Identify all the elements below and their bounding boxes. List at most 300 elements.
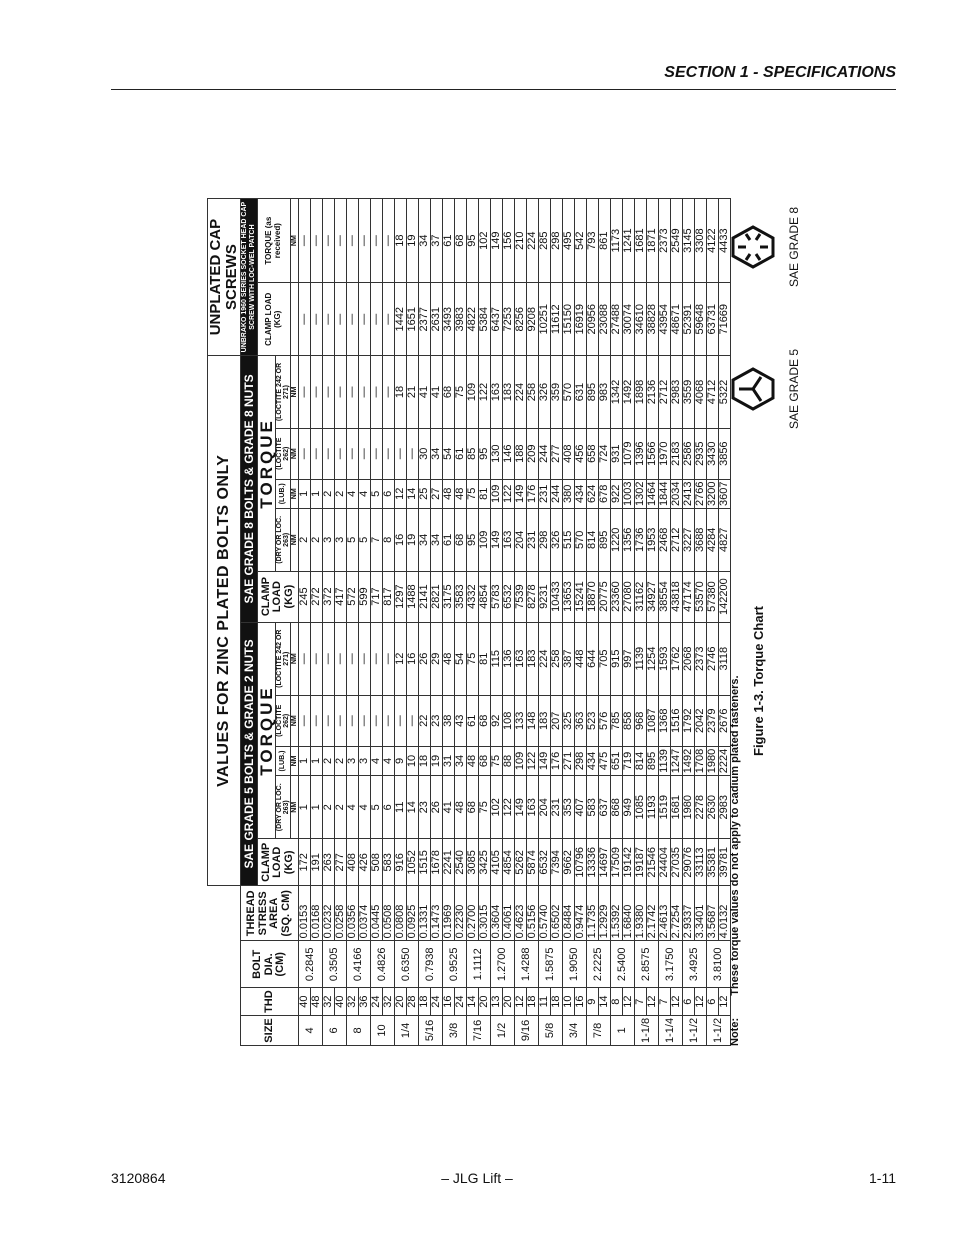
footer-doc-number: 3120864 bbox=[111, 1170, 166, 1186]
table-cell: 0.0168 bbox=[311, 886, 323, 941]
table-cell: 2 bbox=[323, 479, 335, 508]
table-cell: 20 bbox=[503, 988, 515, 1016]
table-cell: — bbox=[359, 622, 371, 695]
table-cell: 298 bbox=[575, 746, 587, 775]
table-cell: 6437 bbox=[491, 283, 503, 356]
table-cell: 53570 bbox=[695, 571, 707, 622]
table-cell: — bbox=[323, 283, 335, 356]
table-cell: 61 bbox=[443, 509, 455, 572]
table-cell: — bbox=[299, 695, 311, 746]
table-cell: 18 bbox=[551, 988, 563, 1016]
table-cell: 407 bbox=[575, 776, 587, 839]
table-cell: 12 bbox=[647, 988, 659, 1016]
table-cell: 1254 bbox=[647, 622, 659, 695]
unit-nm: NM bbox=[291, 356, 299, 429]
table-cell: 36 bbox=[359, 988, 371, 1016]
table-cell: 163 bbox=[527, 776, 539, 839]
table-cell: 3493 bbox=[443, 283, 455, 356]
table-cell: 3688 bbox=[695, 509, 707, 572]
table-cell: 130 bbox=[491, 428, 503, 479]
table-cell: 1368 bbox=[659, 695, 671, 746]
table-cell: 0.4061 bbox=[503, 886, 515, 941]
table-cell: 3 bbox=[347, 746, 359, 775]
table-row bbox=[407, 199, 419, 1046]
table-cell: 1 bbox=[611, 1015, 635, 1045]
table-cell: 678 bbox=[599, 479, 611, 508]
table-cell: 1 bbox=[299, 746, 311, 775]
table-row bbox=[383, 199, 395, 1046]
table-cell: 0.4623 bbox=[515, 886, 527, 941]
table-cell: 61 bbox=[455, 428, 467, 479]
footer-page-number: 1-11 bbox=[869, 1170, 896, 1186]
table-cell: 2935 bbox=[695, 428, 707, 479]
table-cell: 448 bbox=[575, 622, 587, 695]
table-cell: 1762 bbox=[671, 622, 683, 695]
table-cell: 3 bbox=[323, 509, 335, 572]
table-cell: 75 bbox=[491, 746, 503, 775]
table-cell: 3227 bbox=[683, 509, 695, 572]
table-cell: 0.8484 bbox=[563, 886, 575, 941]
table-row bbox=[575, 199, 587, 1046]
table-cell: 15241 bbox=[575, 571, 587, 622]
table-cell: — bbox=[311, 199, 323, 283]
table-cell: — bbox=[335, 356, 347, 429]
table-cell: 68 bbox=[479, 746, 491, 775]
table-cell: 24 bbox=[455, 988, 467, 1016]
table-cell: 434 bbox=[575, 479, 587, 508]
table-cell: 48 bbox=[455, 776, 467, 839]
table-cell: 122 bbox=[503, 776, 515, 839]
table-cell: 0.3015 bbox=[479, 886, 491, 941]
g8-loctite242-header: (LOCTITE 242 OR 271) bbox=[275, 356, 291, 429]
table-cell: 33113 bbox=[695, 839, 707, 886]
table-cell: 949 bbox=[623, 776, 635, 839]
table-cell: 19187 bbox=[635, 839, 647, 886]
table-row bbox=[419, 199, 431, 1046]
table-cell: 149 bbox=[491, 199, 503, 283]
table-cell: 475 bbox=[599, 746, 611, 775]
table-cell: — bbox=[371, 283, 383, 356]
table-cell: 0.5740 bbox=[539, 886, 551, 941]
table-cell: 18 bbox=[419, 988, 431, 1016]
table-cell: 52391 bbox=[683, 283, 695, 356]
grade5-bolt-head-icon bbox=[731, 367, 775, 411]
table-cell: — bbox=[311, 356, 323, 429]
table-cell: 133 bbox=[515, 695, 527, 746]
table-cell: 27 bbox=[431, 479, 443, 508]
g8-torque-header: TORQUE bbox=[257, 356, 275, 571]
table-cell: 3983 bbox=[455, 283, 467, 356]
table-cell: 109 bbox=[467, 356, 479, 429]
table-cell: 372 bbox=[323, 571, 335, 622]
table-cell: 17509 bbox=[611, 839, 623, 886]
grade5-marking bbox=[731, 344, 815, 434]
table-cell: 231 bbox=[551, 776, 563, 839]
header-divider bbox=[111, 89, 896, 90]
table-cell: 183 bbox=[539, 695, 551, 746]
table-cell: 2.4613 bbox=[659, 886, 671, 941]
table-row bbox=[371, 199, 383, 1046]
table-cell: 63731 bbox=[707, 283, 719, 356]
table-cell: 5 bbox=[347, 509, 359, 572]
table-cell: 28 bbox=[407, 988, 419, 1016]
thd-header: THD bbox=[240, 988, 299, 1016]
table-cell: 13653 bbox=[563, 571, 575, 622]
table-cell: 1139 bbox=[635, 622, 647, 695]
table-cell: 12 bbox=[623, 988, 635, 1016]
table-cell: 1.9050 bbox=[563, 941, 587, 988]
table-cell: 32 bbox=[383, 988, 395, 1016]
table-cell: 1678 bbox=[431, 839, 443, 886]
table-cell: 18 bbox=[395, 199, 407, 283]
table-cell: 2.5400 bbox=[611, 941, 635, 988]
table-cell: 814 bbox=[635, 746, 647, 775]
table-cell: 793 bbox=[587, 199, 599, 283]
table-cell: 10 bbox=[371, 1015, 395, 1045]
table-cell: 868 bbox=[611, 776, 623, 839]
table-cell: — bbox=[383, 622, 395, 695]
table-cell: — bbox=[383, 199, 395, 283]
table-cell: 102 bbox=[479, 199, 491, 283]
unit-nm: NM bbox=[291, 428, 299, 479]
grade8-bolt-head-icon bbox=[731, 225, 775, 269]
table-cell: — bbox=[323, 428, 335, 479]
table-cell: 75 bbox=[479, 776, 491, 839]
table-cell: 32 bbox=[323, 988, 335, 1016]
table-row bbox=[491, 199, 503, 1046]
table-cell: 2631 bbox=[431, 283, 443, 356]
table-cell: 19 bbox=[407, 199, 419, 283]
table-cell: 59648 bbox=[695, 283, 707, 356]
table-row bbox=[479, 199, 491, 1046]
table-cell: 3118 bbox=[719, 622, 731, 695]
table-cell: 3.8100 bbox=[707, 941, 731, 988]
table-cell: 2.2225 bbox=[587, 941, 611, 988]
table-cell: 102 bbox=[491, 776, 503, 839]
table-cell: 6 bbox=[383, 479, 395, 508]
grade8-marking bbox=[731, 202, 815, 292]
table-cell: 9231 bbox=[539, 571, 551, 622]
table-cell: 1.2929 bbox=[599, 886, 611, 941]
g5-dry-header: (DRY OR LOC. 263) bbox=[275, 776, 291, 839]
table-row bbox=[527, 199, 539, 1046]
table-cell: 2468 bbox=[659, 509, 671, 572]
table-cell: 8 bbox=[611, 988, 623, 1016]
table-cell: 0.2845 bbox=[299, 941, 323, 988]
table-cell: 26 bbox=[419, 622, 431, 695]
table-cell: 2766 bbox=[695, 479, 707, 508]
table-cell: 4 bbox=[347, 479, 359, 508]
table-cell: 188 bbox=[515, 428, 527, 479]
table-cell: 705 bbox=[599, 622, 611, 695]
table-cell: 6 bbox=[383, 776, 395, 839]
table-cell: 1 bbox=[299, 479, 311, 508]
table-cell: 8278 bbox=[527, 571, 539, 622]
table-cell: 858 bbox=[623, 695, 635, 746]
table-cell: 48 bbox=[311, 988, 323, 1016]
table-cell: 1396 bbox=[635, 428, 647, 479]
table-cell: 258 bbox=[551, 622, 563, 695]
table-cell: 570 bbox=[575, 509, 587, 572]
table-cell: 631 bbox=[575, 356, 587, 429]
table-cell: 0.0508 bbox=[383, 886, 395, 941]
table-cell: 4105 bbox=[491, 839, 503, 886]
table-cell: 1356 bbox=[623, 509, 635, 572]
table-cell: 0.4826 bbox=[371, 941, 395, 988]
table-cell: 14 bbox=[407, 479, 419, 508]
table-row bbox=[599, 199, 611, 1046]
table-cell: 16 bbox=[407, 622, 419, 695]
table-cell: 37 bbox=[431, 199, 443, 283]
table-row bbox=[431, 199, 443, 1046]
table-cell: — bbox=[395, 695, 407, 746]
table-cell: — bbox=[371, 199, 383, 283]
table-cell: 1 bbox=[311, 746, 323, 775]
table-cell: 0.2700 bbox=[467, 886, 479, 941]
table-cell: — bbox=[359, 695, 371, 746]
table-cell: 245 bbox=[299, 571, 311, 622]
table-cell: 47174 bbox=[683, 571, 695, 622]
table-cell: 258 bbox=[527, 356, 539, 429]
table-cell: 23360 bbox=[611, 571, 623, 622]
table-cell: 19 bbox=[431, 746, 443, 775]
table-cell: 1.2700 bbox=[491, 941, 515, 988]
table-cell: 0.6350 bbox=[395, 941, 419, 988]
table-cell: 10796 bbox=[575, 839, 587, 886]
table-cell: 2278 bbox=[695, 776, 707, 839]
table-cell: 31162 bbox=[635, 571, 647, 622]
table-cell: 5 bbox=[371, 479, 383, 508]
table-cell: 4068 bbox=[695, 356, 707, 429]
table-cell: 2.1742 bbox=[647, 886, 659, 941]
table-cell: 0.0808 bbox=[395, 886, 407, 941]
table-cell: 3175 bbox=[443, 571, 455, 622]
table-cell: 2 bbox=[311, 509, 323, 572]
table-cell: 1 bbox=[311, 479, 323, 508]
table-cell: 115 bbox=[491, 622, 503, 695]
unbrako-group-header: UNBRAKO 1960 SERIES SOCKET HEAD CAP SCREW WITH LOC-WEL PATCH bbox=[240, 199, 257, 356]
table-cell: 34 bbox=[419, 199, 431, 283]
table-cell: 13336 bbox=[587, 839, 599, 886]
table-cell: 387 bbox=[563, 622, 575, 695]
table-cell: 2 bbox=[335, 746, 347, 775]
table-cell: 523 bbox=[587, 695, 599, 746]
table-cell: 583 bbox=[587, 776, 599, 839]
table-cell: 3.3401 bbox=[695, 886, 707, 941]
table-cell: — bbox=[323, 199, 335, 283]
table-cell: 9 bbox=[587, 988, 599, 1016]
table-cell: — bbox=[311, 622, 323, 695]
table-cell: — bbox=[335, 622, 347, 695]
table-cell: 149 bbox=[539, 746, 551, 775]
table-cell: 408 bbox=[347, 839, 359, 886]
table-cell: 34 bbox=[455, 746, 467, 775]
torque-table-body bbox=[299, 199, 731, 1046]
table-cell: 599 bbox=[359, 571, 371, 622]
table-cell: 2373 bbox=[695, 622, 707, 695]
table-cell: 27035 bbox=[671, 839, 683, 886]
table-cell: 183 bbox=[503, 356, 515, 429]
table-cell: 495 bbox=[563, 199, 575, 283]
table-cell: — bbox=[359, 199, 371, 283]
table-cell: 651 bbox=[611, 746, 623, 775]
table-cell: 4827 bbox=[719, 509, 731, 572]
table-cell: 570 bbox=[563, 356, 575, 429]
g8-clamp-load-header: CLAMP LOAD (KG) bbox=[257, 571, 299, 622]
table-cell: 658 bbox=[587, 428, 599, 479]
table-cell: 41 bbox=[431, 356, 443, 429]
table-cell: 40 bbox=[335, 988, 347, 1016]
table-cell: 10 bbox=[563, 988, 575, 1016]
bolt-dia-header: BOLT DIA. (CM) bbox=[240, 941, 299, 988]
table-cell: 272 bbox=[311, 571, 323, 622]
table-cell: — bbox=[347, 622, 359, 695]
table-row bbox=[683, 199, 695, 1046]
table-cell: 34 bbox=[431, 428, 443, 479]
table-cell: 2183 bbox=[671, 428, 683, 479]
table-cell: 1844 bbox=[659, 479, 671, 508]
table-cell: 0.7938 bbox=[419, 941, 443, 988]
table-cell: 122 bbox=[479, 356, 491, 429]
g5-torque-header: TORQUE bbox=[257, 622, 275, 839]
table-cell: 0.1969 bbox=[443, 886, 455, 941]
table-cell: — bbox=[371, 622, 383, 695]
table-cell: — bbox=[371, 428, 383, 479]
table-cell: 6 bbox=[683, 988, 695, 1016]
table-cell: 39781 bbox=[719, 839, 731, 886]
table-cell: 156 bbox=[503, 199, 515, 283]
table-cell: — bbox=[299, 283, 311, 356]
figure-caption: Figure 1-3. Torque Chart bbox=[751, 606, 766, 756]
table-cell: 16 bbox=[575, 988, 587, 1016]
table-cell: 68 bbox=[479, 695, 491, 746]
table-cell: 48 bbox=[443, 622, 455, 695]
table-cell: 4 bbox=[383, 746, 395, 775]
table-cell: 109 bbox=[515, 746, 527, 775]
table-cell: 1220 bbox=[611, 509, 623, 572]
table-cell: 4712 bbox=[707, 356, 719, 429]
table-cell: — bbox=[335, 283, 347, 356]
table-cell: 3856 bbox=[719, 428, 731, 479]
table-cell: 1871 bbox=[647, 199, 659, 283]
table-cell: 997 bbox=[623, 622, 635, 695]
table-cell: 1.9380 bbox=[635, 886, 647, 941]
table-cell: 6532 bbox=[539, 839, 551, 886]
table-cell: 122 bbox=[503, 479, 515, 508]
table-cell: 2034 bbox=[671, 479, 683, 508]
table-cell: 34 bbox=[419, 509, 431, 572]
table-cell: 814 bbox=[587, 509, 599, 572]
table-cell: 24404 bbox=[659, 839, 671, 886]
table-cell: 183 bbox=[527, 622, 539, 695]
table-cell: 136 bbox=[503, 622, 515, 695]
table-cell: 0.0153 bbox=[299, 886, 311, 941]
table-cell: 7394 bbox=[551, 839, 563, 886]
table-cell: 6 bbox=[323, 1015, 347, 1045]
unplated-clamp-header: CLAMP LOAD (KG) bbox=[257, 283, 291, 356]
table-cell: 1980 bbox=[683, 776, 695, 839]
table-cell: 3308 bbox=[695, 199, 707, 283]
table-row bbox=[647, 199, 659, 1046]
table-cell: 2712 bbox=[671, 509, 683, 572]
table-cell: 142200 bbox=[719, 571, 731, 622]
note-text: These torque values do not apply to cadium plated fasteners. bbox=[729, 675, 741, 996]
table-cell: 68 bbox=[443, 356, 455, 429]
table-cell: 10433 bbox=[551, 571, 563, 622]
table-cell: 2373 bbox=[659, 199, 671, 283]
table-cell: 204 bbox=[539, 776, 551, 839]
section-title: SECTION 1 - SPECIFICATIONS bbox=[664, 64, 896, 81]
table-cell: 5 bbox=[359, 509, 371, 572]
table-row bbox=[359, 199, 371, 1046]
table-cell: — bbox=[383, 428, 395, 479]
table-cell: 5322 bbox=[719, 356, 731, 429]
table-cell: 48 bbox=[455, 479, 467, 508]
table-cell: — bbox=[347, 695, 359, 746]
table-cell: — bbox=[335, 428, 347, 479]
table-cell: 244 bbox=[539, 428, 551, 479]
table-cell: — bbox=[359, 428, 371, 479]
unit-nm: NM bbox=[291, 509, 299, 572]
table-row bbox=[551, 199, 563, 1046]
table-cell: — bbox=[383, 283, 395, 356]
table-cell: 191 bbox=[311, 839, 323, 886]
table-cell: 61 bbox=[467, 695, 479, 746]
table-cell: 1464 bbox=[647, 479, 659, 508]
table-cell: 922 bbox=[611, 479, 623, 508]
table-cell: 1087 bbox=[647, 695, 659, 746]
table-cell: 109 bbox=[491, 479, 503, 508]
table-cell: 4854 bbox=[479, 571, 491, 622]
table-cell: 1442 bbox=[395, 283, 407, 356]
table-cell: 26 bbox=[431, 776, 443, 839]
table-cell: 54 bbox=[443, 428, 455, 479]
table-cell: 13 bbox=[491, 988, 503, 1016]
table-cell: 16 bbox=[443, 988, 455, 1016]
table-cell: 380 bbox=[563, 479, 575, 508]
table-cell: 9 bbox=[395, 746, 407, 775]
table-cell: 1708 bbox=[695, 746, 707, 775]
table-row bbox=[467, 199, 479, 1046]
table-cell: 0.0356 bbox=[347, 886, 359, 941]
table-cell: 326 bbox=[539, 356, 551, 429]
table-cell: 18 bbox=[395, 356, 407, 429]
table-cell: 895 bbox=[599, 509, 611, 572]
table-cell: 23088 bbox=[599, 283, 611, 356]
table-cell: 149 bbox=[515, 479, 527, 508]
table-cell: 0.1473 bbox=[431, 886, 443, 941]
table-cell: 25 bbox=[419, 479, 431, 508]
table-cell: 4 bbox=[359, 776, 371, 839]
table-cell: 1792 bbox=[683, 695, 695, 746]
table-cell: 41 bbox=[419, 356, 431, 429]
table-cell: 1519 bbox=[659, 776, 671, 839]
table-cell: 2630 bbox=[707, 776, 719, 839]
table-row bbox=[611, 199, 623, 1046]
table-cell: — bbox=[383, 695, 395, 746]
table-cell: 5874 bbox=[527, 839, 539, 886]
table-cell: 2 bbox=[323, 776, 335, 839]
table-cell: 576 bbox=[599, 695, 611, 746]
table-cell: 8 bbox=[383, 509, 395, 572]
table-row bbox=[563, 199, 575, 1046]
table-cell: 231 bbox=[539, 479, 551, 508]
table-cell: 20 bbox=[395, 988, 407, 1016]
table-cell: 271 bbox=[563, 746, 575, 775]
g8-lub-header: (LUB.) bbox=[275, 479, 291, 508]
table-cell: 3430 bbox=[707, 428, 719, 479]
table-cell: 785 bbox=[611, 695, 623, 746]
